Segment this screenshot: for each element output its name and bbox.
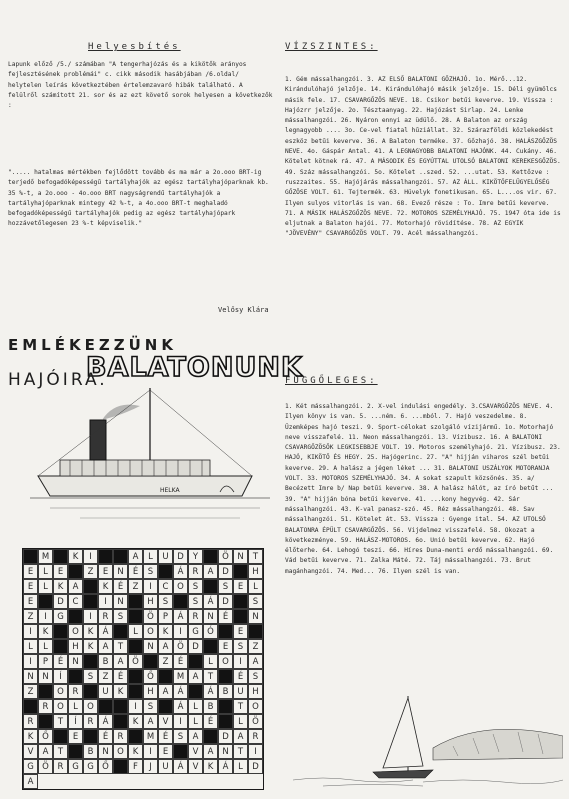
crossword-cell[interactable]: Á [173, 699, 188, 714]
crossword-cell[interactable]: A [188, 669, 203, 684]
crossword-cell[interactable]: L [233, 714, 248, 729]
crossword-black-cell [128, 684, 143, 699]
crossword-cell[interactable]: U [233, 684, 248, 699]
crossword-cell[interactable]: É [128, 564, 143, 579]
corrections-paragraph-2: "..... hatalmas mértékben fejlődött tovább és ma már a 2o.ooo BRT-ig terjedő befogadóképességű tartályhajók az egész tartályhajóparknak kb. 35 %-t, a 2o.ooo - 4o.ooo BRT nagyságrendű tartályhajók a tartályhajóparknak mintegy 42 %-t, a 4o.ooo BRT-t meghaladó befogadóképességű tartályhajók pedig az egész tartályhajópark hozzávetőlegesen 23 %-t képviselik." [8, 169, 269, 228]
crossword-black-cell [128, 729, 143, 744]
crossword-black-cell [233, 564, 248, 579]
crossword-cell[interactable]: Í [68, 714, 83, 729]
crossword-black-cell [158, 564, 173, 579]
crossword-cell[interactable]: T [53, 714, 68, 729]
crossword-cell[interactable]: I [143, 744, 158, 759]
crossword-cell[interactable]: U [158, 549, 173, 564]
crossword-cell[interactable]: D [173, 549, 188, 564]
crossword-black-cell [218, 669, 233, 684]
crossword-black-cell [113, 699, 128, 714]
crossword-cell[interactable]: E [218, 639, 233, 654]
crossword-cell[interactable]: K [98, 579, 113, 594]
crossword-cell[interactable]: Z [98, 669, 113, 684]
crossword-cell[interactable]: Y [188, 549, 203, 564]
crossword-black-cell [98, 549, 113, 564]
crossword-cell[interactable]: I [233, 654, 248, 669]
crossword-black-cell [128, 609, 143, 624]
crossword-cell[interactable]: L [38, 639, 53, 654]
crossword-cell[interactable]: N [143, 639, 158, 654]
crossword-cell[interactable]: H [68, 639, 83, 654]
crossword-cell[interactable]: K [128, 744, 143, 759]
crossword-cell[interactable]: E [233, 624, 248, 639]
crossword-cell[interactable]: A [233, 729, 248, 744]
crossword-cell[interactable]: A [38, 744, 53, 759]
crossword-black-cell [203, 729, 218, 744]
crossword-black-cell [218, 714, 233, 729]
crossword-black-cell [233, 609, 248, 624]
crossword-cell[interactable]: D [218, 729, 233, 744]
crossword-black-cell [68, 609, 83, 624]
crossword-cell[interactable]: S [83, 669, 98, 684]
crossword-cell[interactable]: A [98, 639, 113, 654]
headline-remember: EMLÉKEZZÜNK [8, 336, 177, 354]
crossword-cell[interactable]: E [53, 564, 68, 579]
crossword-cell[interactable]: Á [173, 684, 188, 699]
down-clues: 1. Két mássalhangzói. 2. X-vel indulási engedély. 3.CSAVARGŐZÖS NEVE. 4. Ilyen könyv is van. 5. ...ném. 6. ...mból. 7. Hajó veszedelme. 8. Üzemképes hajó teszi. 9. Sport-célokat szolgáló vízijármű. 1o. Motorhajó neve visszafelé. 11. Neon mássalhangzói. 13. Vízibusz. 16. A BALATONI CSAVARGŐZÖSÖK LEGKISEBBJE VOLT. 19. Motoros személyhajó. 21. Vízibusz. 23. HAJÓ, KIKÖTŐ ÉS HEGY. 25. Hajógerinc. 27. "A" hijján viharos szél betűi keverve. 29. A halász a jégen léket ... 31. BALATONI USZÁLYOK MOTORANJA VOLT. 33. MOTOROS SZEMÉLYHAJÓ. 34. A sokat szapult közsönés. 35. a/ Becézett Imre b/ Nap betűi keverve. 38. A halász hálót, az író betűt ... 39. "A" hijján bóna betűi keverve. 41. ...kony hegyvég. 42. Sár mássalhangzói. 43. K-val panasz-szó. 45. Réz mássalhangzói. 48. Sav mássalhangzói. 51. Kötelet át. 53. Vissza : Gyenge ital. 54. AZ UTOLSÓ BALATONRA ÉPÜLT CSAVARGŐZÖS. 56. Vijdelmez visszafelé. 58. Okozat a következménye. 59. HALÁSZ-MOTOROS. 6o. Unió betűi keverve. 62. Hajó élőterhe. 64. Lehogó teszi. 66. Híres Duna-menti erdő mássalhangzói. 69. Vád betűi keverve. 71. Zalka Máté. 72. Táj mássalhangzói. 73. Brut magánhangzói. 74. Med... 76. Ilyen szél is van. [285, 403, 561, 575]
crossword-cell[interactable]: Ó [203, 624, 218, 639]
crossword-black-cell [203, 579, 218, 594]
crossword-cell[interactable]: O [53, 699, 68, 714]
crossword-black-cell [218, 699, 233, 714]
crossword-cell[interactable]: H [143, 684, 158, 699]
crossword-black-cell [23, 699, 38, 714]
crossword-cell[interactable]: Ö [38, 759, 53, 774]
crossword-cell[interactable]: J [143, 759, 158, 774]
crossword-cell[interactable]: K [68, 549, 83, 564]
crossword-cell[interactable]: E [23, 594, 38, 609]
crossword-cell[interactable]: A [203, 564, 218, 579]
crossword-black-cell [173, 744, 188, 759]
crossword-cell[interactable]: R [98, 609, 113, 624]
crossword-cell[interactable]: E [23, 564, 38, 579]
crossword-cell[interactable]: L [203, 654, 218, 669]
crossword-cell[interactable]: K [158, 624, 173, 639]
crossword-black-cell [83, 579, 98, 594]
crossword-cell[interactable]: B [218, 684, 233, 699]
crossword-cell[interactable]: G [68, 759, 83, 774]
crossword-cell[interactable]: É [113, 579, 128, 594]
crossword-cell[interactable]: G [23, 759, 38, 774]
crossword-black-cell [68, 744, 83, 759]
crossword-cell[interactable]: O [83, 699, 98, 714]
crossword-cell[interactable]: T [203, 669, 218, 684]
crossword-cell[interactable]: U [98, 684, 113, 699]
crossword-cell[interactable]: V [23, 744, 38, 759]
crossword-black-cell [203, 549, 218, 564]
crossword-black-cell [53, 729, 68, 744]
corrections-signature: Velősy Klára [218, 306, 269, 314]
crossword-cell[interactable]: Z [128, 579, 143, 594]
crossword-cell[interactable]: I [128, 699, 143, 714]
crossword-cell[interactable]: Z [248, 639, 263, 654]
crossword-cell[interactable]: O [218, 654, 233, 669]
crossword-cell[interactable]: V [188, 759, 203, 774]
crossword-cell[interactable]: Á [203, 684, 218, 699]
crossword-cell[interactable]: E [23, 579, 38, 594]
crossword-cell[interactable]: L [128, 624, 143, 639]
crossword-cell[interactable]: Z [83, 564, 98, 579]
crossword-cell[interactable]: Ö [143, 609, 158, 624]
crossword-black-cell [38, 684, 53, 699]
crossword-cell[interactable]: V [188, 744, 203, 759]
crossword-cell[interactable]: I [38, 609, 53, 624]
crossword-cell[interactable]: D [218, 594, 233, 609]
crossword-cell[interactable]: S [173, 729, 188, 744]
crossword-cell[interactable]: D [218, 564, 233, 579]
crossword-cell[interactable]: I [173, 624, 188, 639]
ship-name-label: HELKA [160, 487, 180, 494]
crossword-cell[interactable]: S [248, 669, 263, 684]
crossword-black-cell [113, 714, 128, 729]
crossword-cell[interactable]: R [248, 729, 263, 744]
crossword-cell[interactable]: I [23, 624, 38, 639]
crossword-cell[interactable]: N [23, 669, 38, 684]
crossword-cell[interactable]: N [38, 669, 53, 684]
crossword-cell[interactable]: A [188, 729, 203, 744]
crossword-black-cell [233, 594, 248, 609]
crossword-black-cell [53, 549, 68, 564]
crossword-black-cell [53, 639, 68, 654]
crossword-cell[interactable]: G [188, 624, 203, 639]
crossword-cell[interactable]: O [173, 579, 188, 594]
crossword-cell[interactable]: S [158, 594, 173, 609]
crossword-cell[interactable]: O [248, 699, 263, 714]
crossword-cell[interactable]: S [188, 579, 203, 594]
crossword-cell[interactable]: D [248, 759, 263, 774]
crossword-cell[interactable]: A [128, 549, 143, 564]
crossword-cell[interactable]: A [23, 774, 38, 789]
crossword-cell[interactable]: M [38, 549, 53, 564]
crossword-cell[interactable]: Ő [143, 669, 158, 684]
crossword-cell[interactable]: B [98, 654, 113, 669]
crossword-cell[interactable]: K [83, 624, 98, 639]
crossword-cell[interactable]: G [53, 609, 68, 624]
crossword-cell[interactable]: L [143, 549, 158, 564]
crossword-cell[interactable]: S [233, 639, 248, 654]
down-title: FÜGGŐLEGES: [285, 376, 378, 386]
crossword-cell[interactable]: R [188, 564, 203, 579]
crossword-cell[interactable]: S [143, 564, 158, 579]
across-clues: 1. Gém mássalhangzói. 3. AZ ELSŐ BALATONI GŐZHAJÓ. 1o. Mérő...12. Kirándulóhajó jelzője. 14. Kirándulóhajó másik jelzője. 15. Déli gyümölcs másik fele. 17. CSAVARGŐZÖS NEVE. 18. Csikor betűi keverve. 19. Vissza : Hajózrr jelzője. 2o. Tésztaanyag. 22. Hajózást Sirlap. 24. Lenke mássalhangzói. 26. Nyáron ennyi az üdülő. 28. A Balaton az ország legnagyobb .... 3o. Ce-vel fiatal hűziállat. 32. Szárazföldi közlekedést eszköz betűi keverve. 36. A Balaton terméke. 37. Gőzhajó. 38. HALÁSZGŐZÖS NEVE. 4o. Gáspár Antal. 41. A LEGNAGYOBB BALATONI HAJÓNK. 44. Cukány. 46. Kötelet kötnek rá. 47. A MÁSODIK ÉS EGYÚTTAL UTOLSÓ BALATONI KEREKESGŐZÖS. 49. Száz mássalhangzói. 5o. Kötelet ..szed. 52. ...utat. 53. Kettőzve : ruszzaites. 55. Hajójárás mássalhangzói. 57. AZ ÁLL. KIKÖTŐFELÜGYELŐSÉG GŐZÖSE VOLT. 61. Tejtermék. 63. Hüvelyk fonetikusan. 65. L....os vir. 67. Ilyen sulyos vitorlás is van. 68. Evező része : To. Imre betűi keverve. 71. A MÁSIK HALÁSZGŐZÖS NEVE. 72. MOTOROS SZEMÉLYHAJÓ. 75. 1947 óta ide is eljutnak a Balaton hajói. 77. Motorhajó rövidítése. 78. AZ EGYIK "JÖVEVÉNY" CSAVARGŐZÖS VOLT. 79. Acél mássalhangzói. [285, 76, 561, 238]
crossword-cell[interactable]: K [203, 759, 218, 774]
crossword-cell[interactable]: D [53, 594, 68, 609]
crossword-cell[interactable]: Í [53, 669, 68, 684]
crossword-cell[interactable]: Á [173, 609, 188, 624]
crossword-black-cell [83, 729, 98, 744]
headline-hajoira: HAJÓIRA. [8, 370, 108, 390]
across-title: VÍZSZINTES: [285, 42, 378, 52]
crossword-cell[interactable]: R [23, 714, 38, 729]
crossword-cell[interactable]: I [98, 594, 113, 609]
crossword-cell[interactable]: K [38, 624, 53, 639]
crossword-cell[interactable]: S [143, 699, 158, 714]
crossword-cell[interactable]: Á [203, 594, 218, 609]
crossword-black-cell [128, 669, 143, 684]
crossword-cell[interactable]: I [173, 714, 188, 729]
crossword-black-cell [23, 549, 38, 564]
crossword-cell[interactable]: U [158, 759, 173, 774]
crossword-cell[interactable]: R [68, 684, 83, 699]
crossword-cell[interactable]: Á [218, 759, 233, 774]
crossword-cell[interactable]: L [68, 699, 83, 714]
crossword-cell[interactable]: É [53, 654, 68, 669]
crossword-cell[interactable]: É [173, 654, 188, 669]
crossword-cell[interactable]: P [38, 654, 53, 669]
crossword-cell[interactable]: T [248, 549, 263, 564]
crossword-black-cell [173, 594, 188, 609]
crossword-cell[interactable]: T [113, 639, 128, 654]
crossword-black-cell [68, 669, 83, 684]
crossword-cell[interactable]: A [158, 684, 173, 699]
crossword-cell[interactable]: R [83, 714, 98, 729]
crossword-cell[interactable]: L [188, 699, 203, 714]
crossword-cell[interactable]: H [248, 684, 263, 699]
crossword-cell[interactable]: N [68, 654, 83, 669]
crossword-black-cell [188, 654, 203, 669]
crossword-cell[interactable]: D [188, 639, 203, 654]
crossword-cell[interactable]: Z [23, 684, 38, 699]
crossword-cell[interactable]: Ő [98, 759, 113, 774]
crossword-cell[interactable]: Z [23, 609, 38, 624]
crossword-black-cell [38, 714, 53, 729]
crossword-cell[interactable]: B [83, 744, 98, 759]
crossword-cell[interactable]: É [233, 669, 248, 684]
crossword-cell[interactable]: S [188, 594, 203, 609]
crossword-cell[interactable]: N [203, 609, 218, 624]
crossword-cell[interactable]: L [38, 564, 53, 579]
crossword-cell[interactable]: N [248, 609, 263, 624]
crossword-cell[interactable]: A [203, 744, 218, 759]
crossword-cell[interactable]: A [113, 654, 128, 669]
crossword-cell[interactable]: N [218, 744, 233, 759]
crossword-cell[interactable]: É [113, 669, 128, 684]
crossword-cell[interactable]: S [113, 609, 128, 624]
crossword-cell[interactable]: K [128, 714, 143, 729]
crossword-cell[interactable]: É [158, 729, 173, 744]
crossword-cell[interactable]: I [143, 579, 158, 594]
crossword-cell[interactable]: É [218, 609, 233, 624]
crossword-cell[interactable]: K [83, 639, 98, 654]
crossword-cell[interactable]: N [233, 549, 248, 564]
crossword-black-cell [128, 594, 143, 609]
crossword-cell[interactable]: H [248, 564, 263, 579]
crossword-cell[interactable]: R [113, 729, 128, 744]
crossword-black-cell [113, 624, 128, 639]
crossword-cell[interactable]: M [173, 669, 188, 684]
crossword-cell[interactable]: Ö [128, 654, 143, 669]
crossword-cell[interactable]: Ö [173, 639, 188, 654]
crossword-cell[interactable]: K [53, 579, 68, 594]
crossword-cell[interactable]: S [218, 579, 233, 594]
crossword-cell[interactable]: I [248, 744, 263, 759]
crossword-cell[interactable]: I [23, 654, 38, 669]
crossword-cell[interactable]: T [233, 744, 248, 759]
crossword-black-cell [83, 684, 98, 699]
crossword-cell[interactable]: R [188, 609, 203, 624]
crossword-cell[interactable]: É [203, 714, 218, 729]
crossword-cell[interactable]: L [23, 639, 38, 654]
corrections-paragraph-1: Lapunk előző /5./ számában "A tengerhajózás és a kikötők arányos fejlesztésének problémái" c. cikk második hasábjában /6.oldal/ helytelen leírás következtében értelemzavaró hibák található. A felülről számított 21. sor és az ezt követő sorok helyesen a következők : [8, 61, 273, 110]
steamship-illustration [20, 380, 282, 540]
crossword-cell[interactable]: V [158, 714, 173, 729]
crossword-cell[interactable]: A [143, 714, 158, 729]
crossword-cell[interactable]: Ö [218, 549, 233, 564]
crossword-cell[interactable]: M [143, 729, 158, 744]
crossword-cell[interactable]: F [128, 759, 143, 774]
crossword-cell[interactable]: E [233, 579, 248, 594]
crossword-cell[interactable]: K [113, 684, 128, 699]
headline-balaton: BALATONUNK [86, 352, 303, 383]
crossword-cell[interactable]: A [158, 639, 173, 654]
crossword-cell[interactable]: L [38, 579, 53, 594]
crossword-cell[interactable]: A [248, 654, 263, 669]
crossword-black-cell [68, 564, 83, 579]
crossword-cell[interactable]: S [248, 594, 263, 609]
crossword-cell[interactable]: Á [98, 624, 113, 639]
crossword-black-cell [53, 624, 68, 639]
crossword-cell[interactable]: Ő [38, 729, 53, 744]
crossword-black-cell [218, 624, 233, 639]
crossword-cell[interactable]: N [113, 594, 128, 609]
corrections-title: Helyesbítés [88, 42, 181, 52]
crossword-black-cell [248, 624, 263, 639]
crossword-cell[interactable]: L [233, 759, 248, 774]
crossword-cell[interactable]: C [68, 594, 83, 609]
crossword-black-cell [158, 669, 173, 684]
crossword-black-cell [158, 699, 173, 714]
crossword-cell[interactable]: B [203, 699, 218, 714]
crossword-cell[interactable]: P [158, 609, 173, 624]
crossword-cell[interactable]: R [53, 759, 68, 774]
crossword-black-cell [203, 639, 218, 654]
crossword-cell[interactable]: L [248, 579, 263, 594]
crossword-black-cell [83, 654, 98, 669]
crossword-cell[interactable]: É [98, 729, 113, 744]
crossword-cell[interactable]: Ö [248, 714, 263, 729]
crossword-cell[interactable]: O [143, 624, 158, 639]
crossword-cell[interactable]: K [23, 729, 38, 744]
crossword-black-cell [113, 759, 128, 774]
crossword-cell[interactable]: Á [173, 564, 188, 579]
crossword-cell[interactable]: Z [158, 654, 173, 669]
crossword-black-cell [113, 549, 128, 564]
crossword-black-cell [188, 684, 203, 699]
crossword-cell[interactable]: R [38, 699, 53, 714]
crossword-cell[interactable]: I [83, 549, 98, 564]
crossword-cell[interactable]: O [68, 624, 83, 639]
crossword-cell[interactable]: L [188, 714, 203, 729]
crossword-cell[interactable]: E [98, 564, 113, 579]
crossword-cell[interactable]: E [68, 729, 83, 744]
crossword-cell[interactable]: C [158, 579, 173, 594]
crossword-cell[interactable]: O [113, 744, 128, 759]
crossword-cell[interactable]: Á [98, 714, 113, 729]
crossword-cell[interactable]: N [113, 564, 128, 579]
crossword-cell[interactable]: E [158, 744, 173, 759]
crossword-black-cell [83, 594, 98, 609]
crossword-black-cell [128, 639, 143, 654]
crossword-cell[interactable]: H [143, 594, 158, 609]
crossword-cell[interactable]: Á [173, 759, 188, 774]
crossword-cell[interactable]: N [98, 744, 113, 759]
crossword-cell[interactable]: G [83, 759, 98, 774]
crossword-cell[interactable]: T [233, 699, 248, 714]
crossword-black-cell [143, 654, 158, 669]
crossword-cell[interactable]: I [83, 609, 98, 624]
crossword-black-cell [98, 699, 113, 714]
sailboat-illustration [283, 688, 563, 788]
crossword-grid [22, 548, 264, 790]
crossword-cell[interactable]: A [68, 579, 83, 594]
crossword-cell[interactable]: T [53, 744, 68, 759]
crossword-cell[interactable]: O [53, 684, 68, 699]
crossword-black-cell [38, 594, 53, 609]
